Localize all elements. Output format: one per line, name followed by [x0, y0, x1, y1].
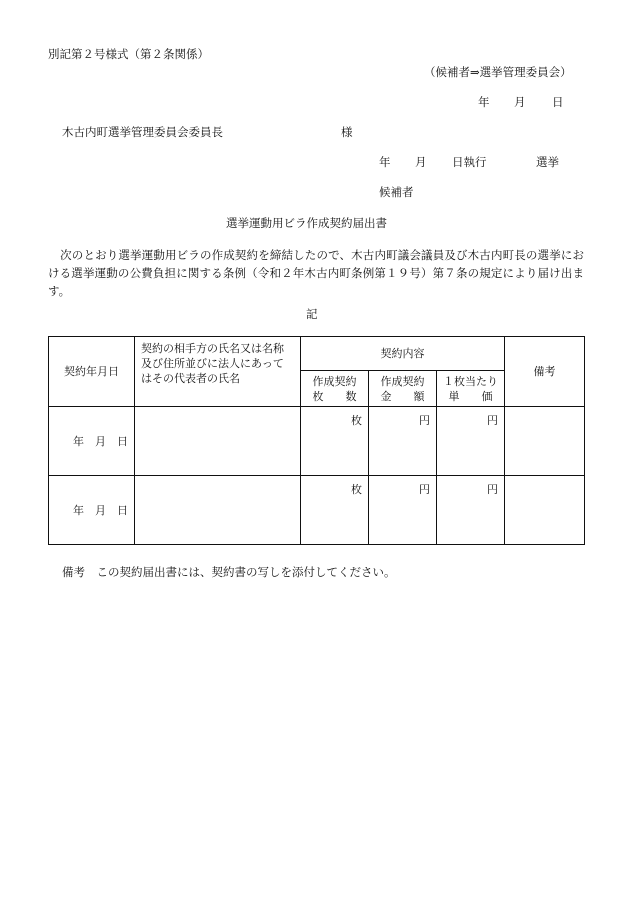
election-month: 月	[415, 155, 427, 169]
header-unit-top: １枚当たり	[443, 374, 498, 388]
ki-label: 記	[306, 307, 318, 321]
row-date: 年 月 日	[49, 407, 135, 476]
date-month: 月	[514, 95, 526, 109]
document-title: 選挙運動用ビラ作成契約届出書	[226, 216, 387, 230]
row-counterparty[interactable]	[135, 407, 301, 476]
row-counterparty[interactable]	[135, 476, 301, 545]
routing-note: （候補者⇒選挙管理委員会）	[424, 65, 572, 79]
header-amount-top: 作成契約	[380, 374, 425, 388]
form-label: 別記第２号様式（第２条関係）	[48, 47, 209, 61]
body-text: 次のとおり選挙運動用ビラの作成契約を締結したので、木古内町議会議員及び木古内町長の選挙における選挙運動の公費負担に関する条例（令和２年木古内町条例第１９号）第７条の規定により届け出ます。	[48, 248, 584, 298]
contract-table	[48, 336, 585, 545]
header-sheets	[301, 371, 369, 407]
row-unit-price[interactable]: 円	[437, 476, 505, 545]
row-unit-price[interactable]: 円	[437, 407, 505, 476]
header-contract-date: 契約年月日	[49, 337, 135, 407]
row-amount[interactable]: 円	[369, 476, 437, 545]
header-unit-price	[437, 371, 505, 407]
header-unit-bottom: 単 価	[448, 389, 493, 403]
date-year: 年	[478, 95, 490, 109]
row-sheets[interactable]: 枚	[301, 407, 369, 476]
header-sheets-top: 作成契約	[312, 374, 357, 388]
footnote: 備考 この契約届出書には、契約書の写しを添付してください。	[62, 565, 396, 579]
row-remarks[interactable]	[505, 407, 585, 476]
row-date: 年 月 日	[49, 476, 135, 545]
addressee-honorific: 様	[341, 125, 353, 139]
header-amount	[369, 371, 437, 407]
header-contents: 契約内容	[301, 337, 505, 371]
header-remarks: 備考	[505, 337, 585, 407]
header-sheets-bottom: 枚 数	[312, 389, 357, 403]
addressee-name: 木古内町選挙管理委員会委員長	[62, 125, 223, 139]
header-counterparty: 契約の相手方の氏名又は名称及び住所並びに法人にあってはその代表者の氏名	[135, 337, 301, 407]
table-row	[49, 407, 585, 476]
table-row	[49, 476, 585, 545]
header-amount-bottom: 金 額	[380, 389, 425, 403]
election-year: 年	[379, 155, 391, 169]
election-day-exec: 日執行	[452, 155, 487, 169]
election-label: 選挙	[536, 155, 559, 169]
date-day: 日	[552, 95, 564, 109]
row-sheets[interactable]: 枚	[301, 476, 369, 545]
row-remarks[interactable]	[505, 476, 585, 545]
candidate-label: 候補者	[379, 185, 414, 199]
body-paragraph	[48, 246, 584, 300]
row-amount[interactable]: 円	[369, 407, 437, 476]
